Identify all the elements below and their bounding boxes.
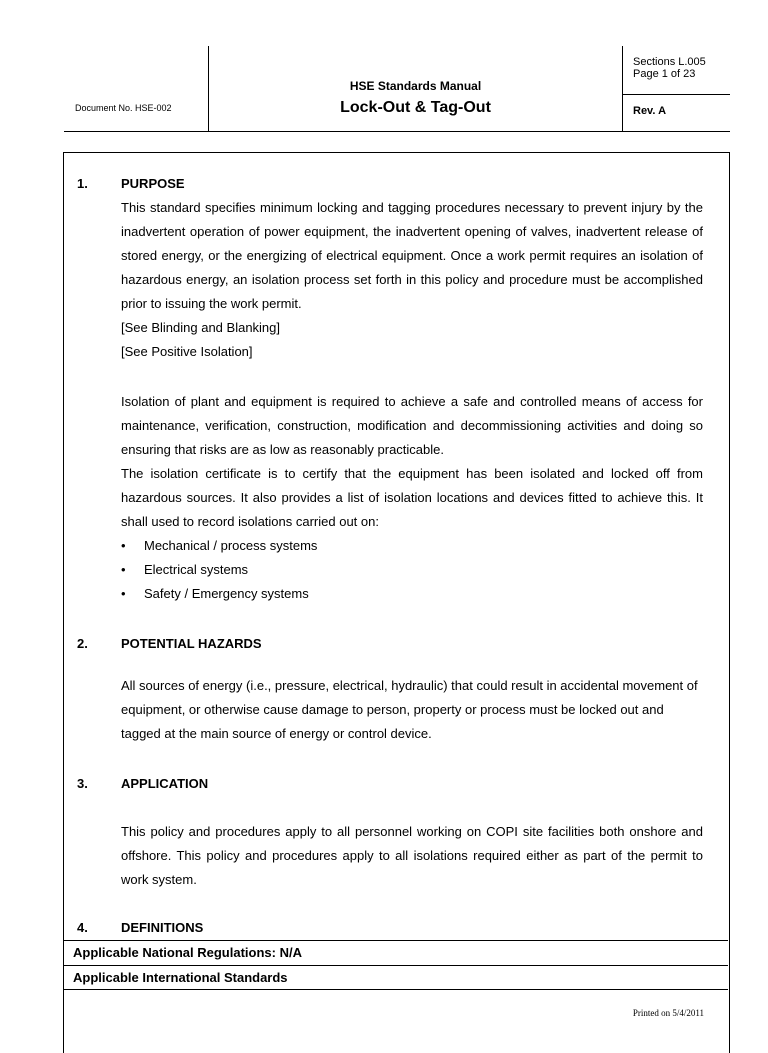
hazards-paragraph: All sources of energy (i.e., pressure, electrical, hydraulic) that could result in accidental movement of equipment, or otherwise cause damage to person, property or process must be locked out and tagged at the main source of energy or control device. bbox=[121, 678, 698, 741]
header-right-divider bbox=[622, 94, 730, 95]
section-1-number: 1. bbox=[77, 176, 88, 191]
national-regulations-label: Applicable National Regulations: N/A bbox=[73, 945, 302, 960]
page-number: Page 1 of 23 bbox=[633, 68, 696, 80]
printed-date: Printed on 5/4/2011 bbox=[632, 1008, 704, 1018]
reference-positive-isolation: [See Positive Isolation] bbox=[121, 344, 253, 359]
manual-title: HSE Standards Manual bbox=[349, 79, 482, 93]
application-paragraph: This policy and procedures apply to all personnel working on COPI site facilities both onshore and offshore. This policy and procedures apply to all isolations required either as part of the permit to work system. bbox=[121, 824, 703, 887]
bullet-icon: • bbox=[121, 586, 126, 601]
bullet-icon: • bbox=[121, 538, 126, 553]
header-bottom-rule bbox=[64, 131, 730, 132]
header-right-vertical bbox=[622, 46, 623, 132]
section-2-title: POTENTIAL HAZARDS bbox=[121, 636, 262, 651]
sections-number: Sections L.005 bbox=[633, 56, 706, 68]
document-number: Document No. HSE-002 bbox=[75, 103, 172, 113]
bullet-icon: • bbox=[121, 562, 126, 577]
section-1-title: PURPOSE bbox=[121, 176, 185, 191]
national-regulations-row bbox=[63, 940, 728, 964]
international-standards-row bbox=[63, 965, 728, 990]
reference-blinding: [See Blinding and Blanking] bbox=[121, 320, 281, 335]
section-3-number: 3. bbox=[77, 776, 88, 791]
list-item: • Electrical systems bbox=[121, 558, 248, 582]
section-4-title: DEFINITIONS bbox=[121, 920, 204, 935]
document-subtitle: Lock-Out & Tag-Out bbox=[340, 99, 491, 116]
revision: Rev. A bbox=[633, 105, 667, 117]
purpose-paragraph: This standard specifies minimum locking and tagging procedures necessary to prevent injury by the inadvertent operation of power equipment, the inadvertent opening of valves, inadvertent release of stored energy, or the energizing of electrical equipment. Once a work permit requires an isolation of hazardous energy, an isolation process set forth in this policy and procedure must be accomplished prior to issuing the work permit. bbox=[121, 200, 703, 311]
section-2-number: 2. bbox=[77, 636, 88, 651]
certificate-paragraph: The isolation certificate is to certify that the equipment has been isolated and locked off from hazardous sources. It also provides a list of isolation locations and devices fitted to achieve this. It shall used to record isolations carried out on: bbox=[121, 466, 703, 529]
list-item: • Mechanical / process systems bbox=[121, 534, 317, 558]
list-item: • Safety / Emergency systems bbox=[121, 582, 309, 606]
international-standards-label: Applicable International Standards bbox=[73, 970, 288, 985]
section-3-title: APPLICATION bbox=[121, 776, 209, 791]
isolation-paragraph: Isolation of plant and equipment is required to achieve a safe and controlled means of access for maintenance, verification, construction, modification and decommissioning activities and doing so ensuring that risks are as low as reasonably practicable. bbox=[121, 394, 703, 457]
section-4-number: 4. bbox=[77, 920, 88, 935]
